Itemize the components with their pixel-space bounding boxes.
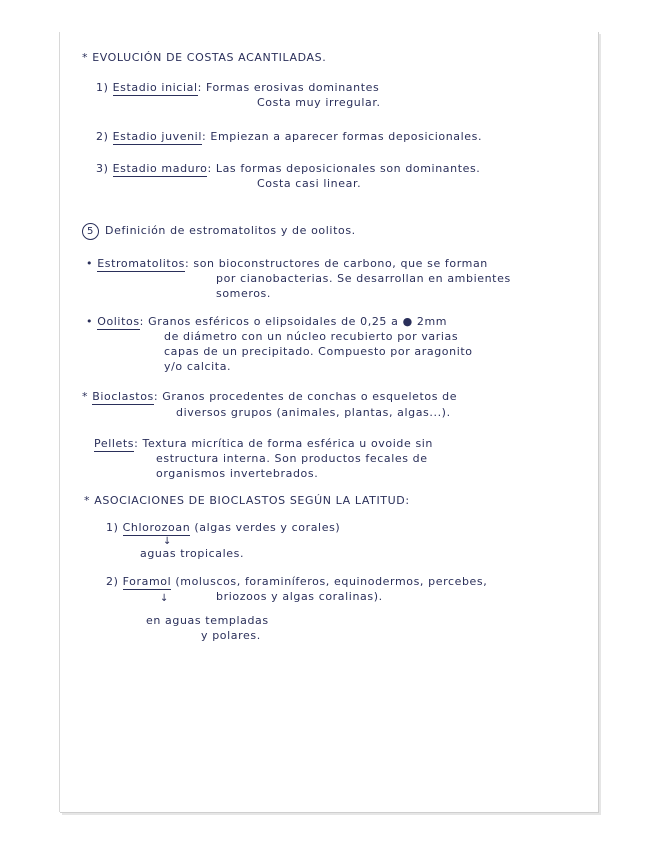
- stage-3-text-2: Costa casi linear.: [257, 177, 362, 190]
- section-5-title: Definición de estromatolitos y de oolitos.: [105, 224, 356, 237]
- association-2-arrow: ↓: [160, 593, 169, 604]
- stage-1: [96, 81, 379, 95]
- stage-3: [96, 162, 480, 176]
- association-1-result: aguas tropicales.: [140, 547, 245, 560]
- pellets-text-1: : Textura micrítica de forma esférica u ovoide sin: [134, 437, 434, 450]
- oolitos-label: Oolitos: [97, 315, 140, 328]
- estromatolitos-label: Estromatolitos: [97, 257, 185, 270]
- bioclastos-label: Bioclastos: [92, 390, 154, 403]
- oolitos-text-2: de diámetro con un núcleo recubierto por varias: [164, 330, 459, 343]
- section-5-heading: [82, 223, 356, 240]
- oolitos-entry: • Oolitos: Granos esféricos o elipsoidales de 0,25 a ● 2mm: [86, 315, 448, 328]
- stage-2-text: : Empiezan a aparecer formas deposicionales.: [202, 130, 483, 143]
- bioclastos-entry: * Bioclastos: Granos procedentes de conchas o esqueletos de: [82, 390, 458, 403]
- pellets-label: Pellets: [94, 437, 135, 450]
- estromatolitos-text-2: por cianobacterias. Se desarrollan en ambientes: [216, 272, 511, 285]
- association-2: [106, 575, 487, 589]
- stage-2: [96, 130, 482, 144]
- association-2-number: 2): [106, 575, 119, 588]
- pellets-text-3: organismos invertebrados.: [156, 467, 319, 480]
- bioclastos-text-2: diversos grupos (animales, plantas, algas...).: [176, 406, 451, 419]
- bioclastos-text-1: : Granos procedentes de conchas o esqueletos de: [153, 390, 458, 403]
- association-2-result-1: en aguas templadas: [146, 614, 269, 627]
- association-1-arrow: ↓: [163, 536, 172, 547]
- association-2-text-1: (moluscos, foraminíferos, equinodermos, percebes,: [175, 575, 488, 588]
- association-2-label: Foramol: [122, 575, 172, 588]
- oolitos-text-4: y/o calcita.: [164, 360, 232, 373]
- association-1: [106, 521, 340, 535]
- estromatolitos-text-3: someros.: [216, 287, 271, 300]
- stage-2-number: 2): [96, 130, 109, 143]
- stage-2-label: Estadio juvenil: [112, 130, 202, 143]
- asociaciones-title: * ASOCIACIONES DE BIOCLASTOS SEGÚN LA LATITUD:: [84, 494, 410, 507]
- stage-3-label: Estadio maduro: [112, 162, 208, 175]
- stage-1-text-2: Costa muy irregular.: [257, 96, 381, 109]
- association-2-text-2: briozoos y algas coralinas).: [216, 590, 383, 603]
- association-1-number: 1): [106, 521, 119, 534]
- association-1-text: (algas verdes y corales): [194, 521, 341, 534]
- pellets-entry: [94, 437, 433, 451]
- association-1-label: Chlorozoan: [122, 521, 191, 534]
- stage-1-number: 1): [96, 81, 109, 94]
- estromatolitos-text-1: : son bioconstructores de carbono, que se forman: [184, 257, 488, 270]
- estromatolitos-entry: • Estromatolitos: son bioconstructores de carbono, que se forman: [86, 257, 488, 270]
- oolitos-text-1: : Granos esféricos o elipsoidales de 0,25 a ● 2mm: [139, 315, 448, 328]
- stage-1-text: : Formas erosivas dominantes: [197, 81, 380, 94]
- section-5-number: 5: [82, 223, 99, 240]
- pellets-text-2: estructura interna. Son productos fecales de: [156, 452, 428, 465]
- stage-1-label: Estadio inicial: [112, 81, 198, 94]
- association-2-result-2: y polares.: [201, 629, 261, 642]
- oolitos-text-3: capas de un precipitado. Compuesto por aragonito: [164, 345, 473, 358]
- notebook-page: [60, 32, 599, 813]
- costas-title: * EVOLUCIÓN DE COSTAS ACANTILADAS.: [82, 51, 327, 64]
- stage-3-text: : Las formas deposicionales son dominantes.: [207, 162, 481, 175]
- stage-3-number: 3): [96, 162, 109, 175]
